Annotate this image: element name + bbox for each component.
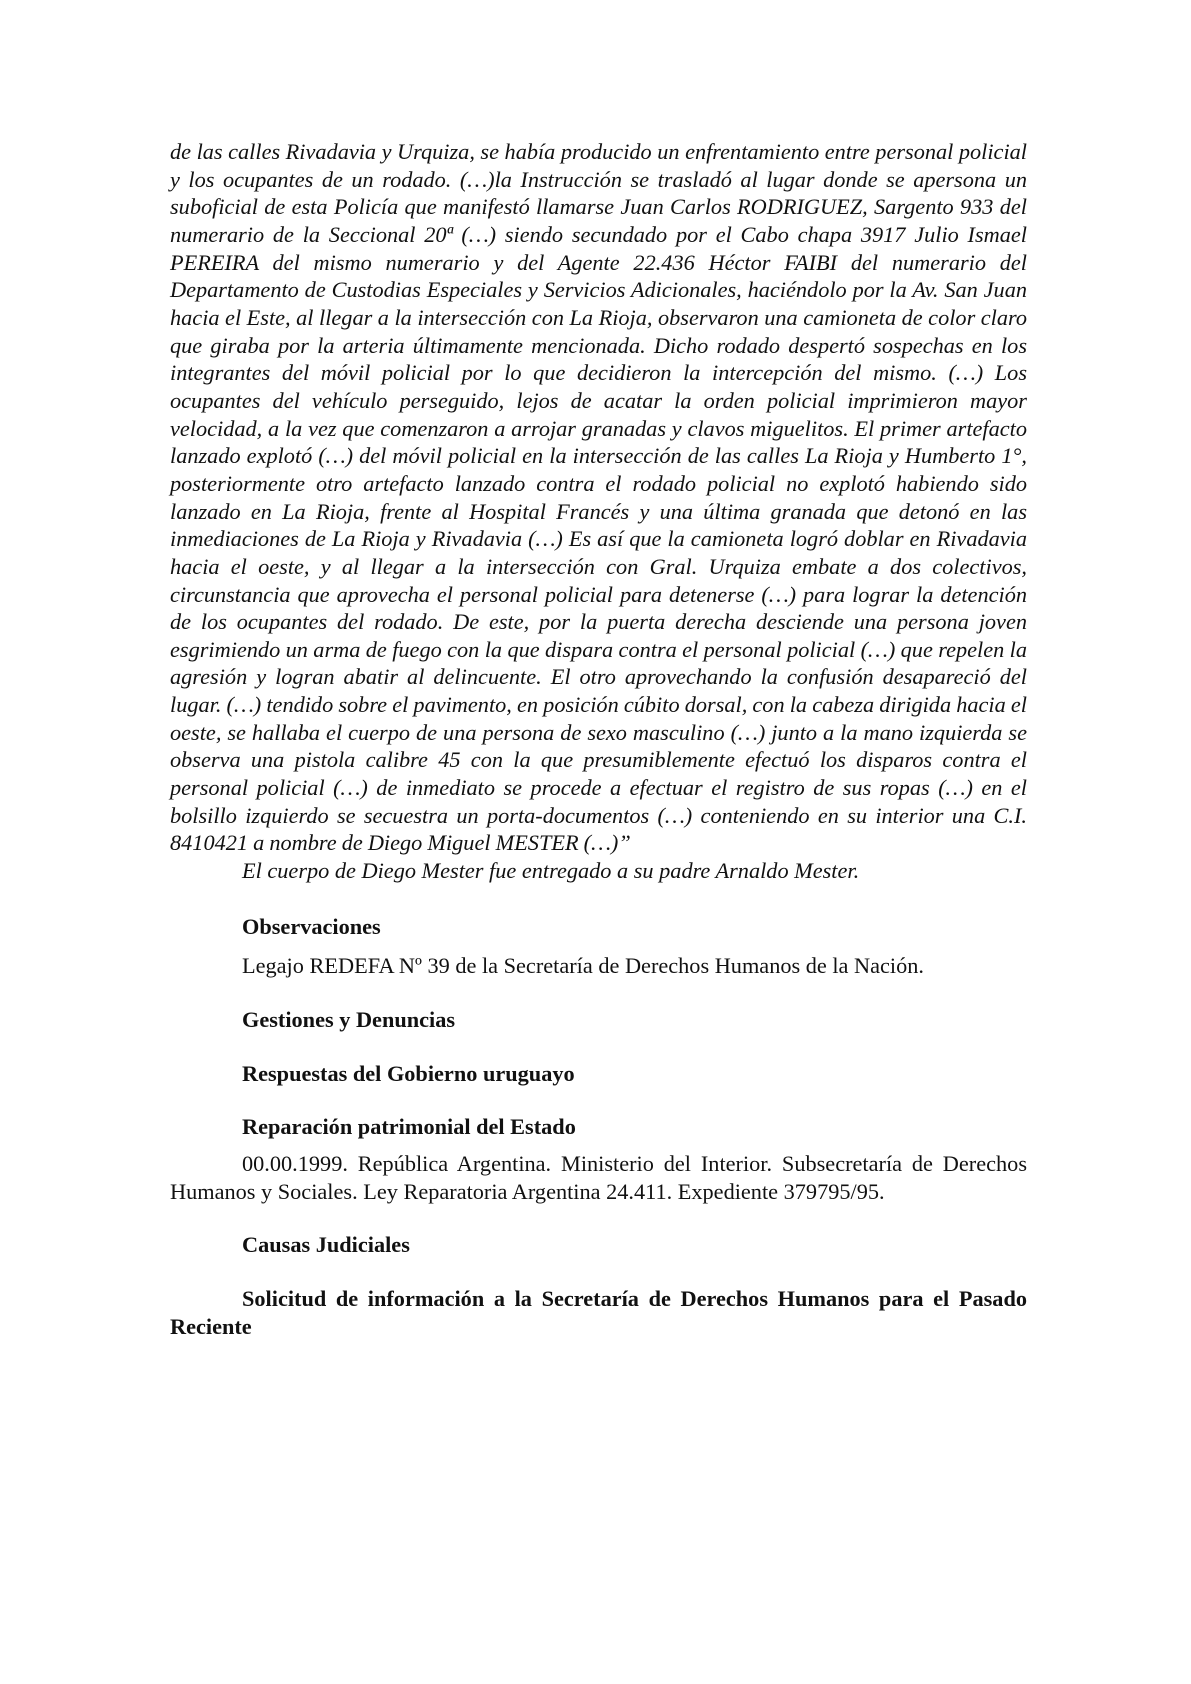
document-page xyxy=(170,138,1027,1340)
section-heading-reparacion: Reparación patrimonial del Estado xyxy=(242,1114,576,1140)
quote-followup-paragraph: El cuerpo de Diego Mester fue entregado a su padre Arnaldo Mester. xyxy=(242,858,860,884)
section-heading-gestiones: Gestiones y Denuncias xyxy=(242,1007,456,1033)
reparacion-text: 00.00.1999. República Argentina. Ministerio del Interior. Subsecretaría de Derechos Humanos y Sociales. Ley Reparatoria Argentina 24.411. Expediente 379795/95. xyxy=(170,1151,1027,1204)
section-heading-solicitud: Solicitud de información a la Secretaría de Derechos Humanos para el Pasado Reciente xyxy=(170,1285,1027,1339)
section-heading-causas: Causas Judiciales xyxy=(242,1232,410,1258)
police-report-quote: de las calles Rivadavia y Urquiza, se había producido un enfrentamiento entre personal policial y los ocupantes de un rodado. (…)la Instrucción se trasladó al lugar donde se apersona un suboficial de esta Policía que manifestó llamarse Juan Carlos RODRIGUEZ, Sargento 933 del numerario de la Seccional 20ª (…) siendo secundado por el Cabo chapa 3917 Julio Ismael PEREIRA del mismo numerario y del Agente 22.436 Héctor FAIBI del numerario del Departamento de Custodias Especiales y Servicios Adicionales, haciéndolo por la Av. San Juan hacia el Este, al llegar a la intersección con La Rioja, observaron una camioneta de color claro que giraba por la arteria últimamente mencionada. Dicho rodado despertó sospechas en los integrantes del móvil policial por lo que decidieron la intercepción del mismo. (…) Los ocupantes del vehículo perseguido, lejos de acatar la orden policial imprimieron mayor velocidad, a la vez que comenzaron a arrojar granadas y clavos miguelitos. El primer artefacto lanzado explotó (…) del móvil policial en la intersección de las calles La Rioja y Humberto 1°, posteriormente otro artefacto lanzado contra el rodado policial no explotó habiendo sido lanzado en La Rioja, frente al Hospital Francés y una última granada que detonó en las inmediaciones de La Rioja y Rivadavia (…) Es así que la camioneta logró doblar en Rivadavia hacia el oeste, y al llegar a la intersección con Gral. Urquiza embate a dos colectivos, circunstancia que aprovecha el personal policial para detenerse (…) para lograr la detención de los ocupantes del rodado. De este, por la puerta derecha desciende una persona joven esgrimiendo un arma de fuego con la que dispara contra el personal policial (…) que repelen la agresión y logran abatir al delincuente. El otro aprovechando la confusión desapareció del lugar. (…) tendido sobre el pavimento, en posición cúbito dorsal, con la cabeza dirigida hacia el oeste, se hallaba el cuerpo de una persona de sexo masculino (…) junto a la mano izquierda se observa una pistola calibre 45 con la que presumiblemente efectuó los disparos contra el personal policial (…) de inmediato se procede a efectuar el registro de sus ropas (…) en el bolsillo izquierdo se secuestra un porta-documentos (…) conteniendo en su interior una C.I. 8410421 a nombre de Diego Miguel MESTER (…)” xyxy=(170,139,1027,856)
section-heading-respuestas: Respuestas del Gobierno uruguayo xyxy=(242,1060,575,1086)
observaciones-text: Legajo REDEFA Nº 39 de la Secretaría de Derechos Humanos de la Nación. xyxy=(242,953,924,979)
section-heading-observaciones: Observaciones xyxy=(242,913,381,939)
